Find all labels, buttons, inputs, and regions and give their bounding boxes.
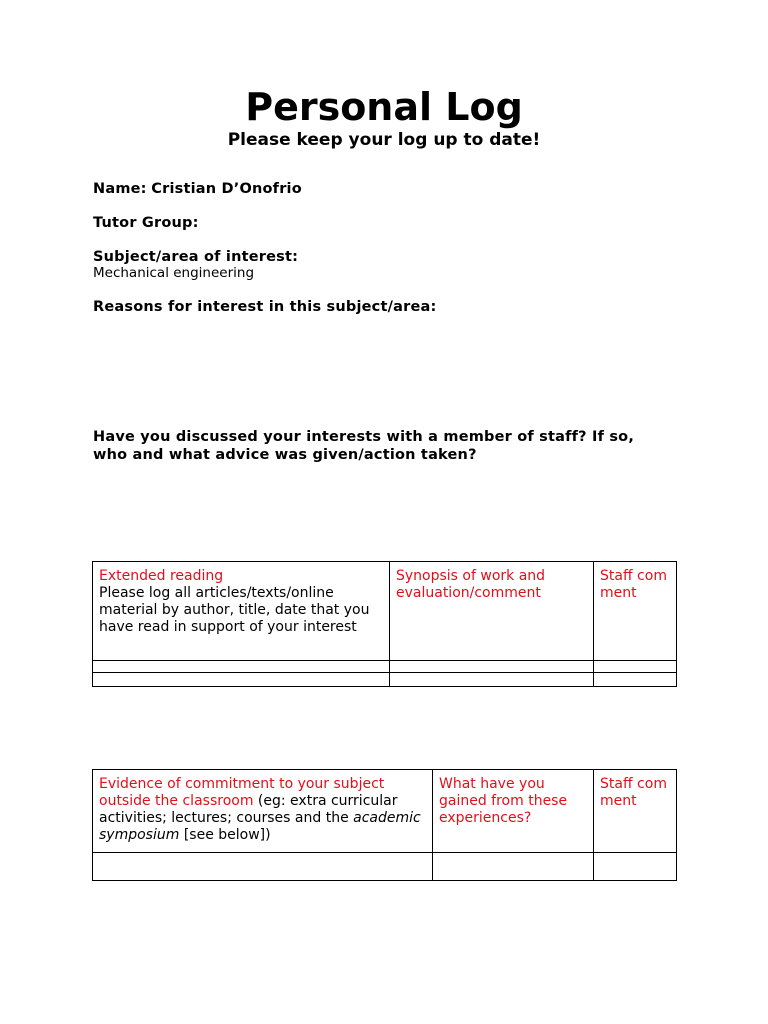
gained-heading: What have you gained from these experiences? xyxy=(439,776,568,826)
table-row xyxy=(93,661,677,673)
commitment-heading: Evidence of commitment to your subject outside the classroom xyxy=(99,776,385,809)
discussion-question-line2: who and what advice was given/action taken? xyxy=(93,446,477,463)
name-field xyxy=(93,180,302,198)
commitment-see-below: [see below]) xyxy=(179,827,271,843)
tutor-group-label: Tutor Group: xyxy=(93,215,199,231)
name-label: Name: xyxy=(93,181,147,197)
commitment-log-table xyxy=(92,769,677,881)
name-value: Cristian D’Onofrio xyxy=(151,181,302,197)
synopsis-entry-cell[interactable] xyxy=(390,661,594,673)
synopsis-header-cell xyxy=(390,562,594,661)
discussion-question xyxy=(93,429,693,464)
academic-symposium-text: academic symposium xyxy=(99,810,421,843)
document-title: Personal Log xyxy=(245,85,523,129)
subject-value: Mechanical engineering xyxy=(93,265,255,281)
staff-comment-heading: Staff comment xyxy=(600,568,667,601)
document-subtitle: Please keep your log up to date! xyxy=(227,130,541,150)
discussion-question-line1: Have you discussed your interests with a member of staff? If so, xyxy=(93,429,635,445)
reading-header-cell xyxy=(93,562,390,661)
synopsis-heading: Synopsis of work and evaluation/comment xyxy=(396,568,546,601)
reading-table-header-row xyxy=(93,562,677,661)
staff-comment-heading: Staff comment xyxy=(600,776,667,809)
subject-label: Subject/area of interest: xyxy=(93,249,299,265)
reasons-label: Reasons for interest in this subject/area: xyxy=(93,299,437,315)
reading-heading: Extended reading xyxy=(99,568,224,584)
gained-header-cell xyxy=(433,770,594,853)
table-row xyxy=(93,853,677,881)
reading-entry-cell[interactable] xyxy=(93,661,390,673)
reading-instructions: Please log all articles/texts/online material by author, title, date that you have read in support of your interest xyxy=(99,585,370,635)
reading-log-table xyxy=(92,561,677,687)
synopsis-entry-cell[interactable] xyxy=(390,673,594,687)
staff-comment-entry-cell[interactable] xyxy=(594,853,677,881)
reasons-field xyxy=(93,298,436,316)
table-row xyxy=(93,673,677,687)
commitment-examples: (eg: extra curricular activities; lectures; courses and the xyxy=(99,793,398,826)
commitment-header-cell xyxy=(93,770,433,853)
staff-comment-header-cell xyxy=(594,562,677,661)
staff-comment-header-cell xyxy=(594,770,677,853)
reading-entry-cell[interactable] xyxy=(93,673,390,687)
staff-comment-entry-cell[interactable] xyxy=(594,673,677,687)
subject-field xyxy=(93,248,298,266)
commitment-entry-cell[interactable] xyxy=(93,853,433,881)
commitment-table-header-row xyxy=(93,770,677,853)
gained-entry-cell[interactable] xyxy=(433,853,594,881)
staff-comment-entry-cell[interactable] xyxy=(594,661,677,673)
tutor-group-field xyxy=(93,214,199,232)
